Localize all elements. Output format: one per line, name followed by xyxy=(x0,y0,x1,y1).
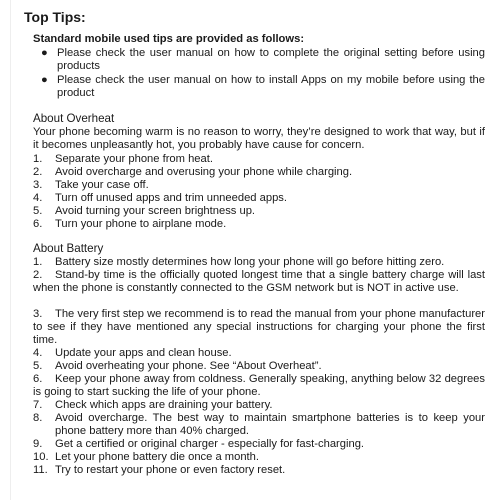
item-text: Separate your phone from heat. xyxy=(55,153,213,165)
item-text: The very first step we recommend is to read the manual from your phone manufacturer to see if they have mentioned any special instructions for charging your phone the first time. xyxy=(33,308,485,346)
item-text: Avoid turning your screen brightness up. xyxy=(55,205,256,217)
item-number: 6. xyxy=(33,218,43,230)
bullet-dot-icon: ● xyxy=(41,74,48,86)
item-number: 10. xyxy=(33,451,49,463)
bullet-dot-icon: ● xyxy=(41,47,48,59)
page-title: Top Tips: xyxy=(24,9,86,25)
item-text: Avoid overcharge. The best way to maintain smartphone batteries is to keep your phone battery more than 40% charged. xyxy=(55,412,485,437)
item-number: 4. xyxy=(33,347,43,359)
item-text: Turn your phone to airplane mode. xyxy=(55,218,227,230)
item-text: Avoid overcharge and overusing your phone while charging. xyxy=(55,166,353,178)
item-number: 2. xyxy=(33,166,43,178)
standard-bullet-text: Please check the user manual on how to complete the original setting before using products xyxy=(57,47,485,72)
item-number: 9. xyxy=(33,438,43,450)
item-text: Keep your phone away from coldness. Generally speaking, anything below 32 degrees is going to start sucking the life of your phone. xyxy=(33,373,485,398)
overheat-heading: About Overheat xyxy=(33,112,115,125)
item-text: Check which apps are draining your battery. xyxy=(55,399,273,411)
item-number: 4. xyxy=(33,192,43,204)
item-number: 6. xyxy=(33,373,43,385)
item-number: 3. xyxy=(33,308,43,320)
item-number: 1. xyxy=(33,256,43,268)
battery-heading: About Battery xyxy=(33,242,104,255)
item-number: 8. xyxy=(33,412,43,424)
item-text: Take your case off. xyxy=(55,179,149,191)
overheat-intro: Your phone becoming warm is no reason to worry, they’re designed to work that way, but if it becomes unpleasantly hot, you probably have cause for concern. xyxy=(33,126,485,151)
item-number: 11. xyxy=(33,464,48,476)
item-text: Battery size mostly determines how long your phone will go before hitting zero. xyxy=(55,256,445,268)
item-text: Get a certified or original charger - especially for fast-charging. xyxy=(55,438,365,450)
standard-bullet-text: Please check the user manual on how to install Apps on my mobile before using the product xyxy=(57,74,485,99)
item-number: 7. xyxy=(33,399,43,411)
item-text: Turn off unused apps and trim unneeded apps. xyxy=(55,192,287,204)
item-number: 2. xyxy=(33,269,43,281)
item-number: 1. xyxy=(33,153,43,165)
item-number: 5. xyxy=(33,360,43,372)
item-text: Avoid overheating your phone. See “About Overheat”. xyxy=(55,360,322,372)
item-text: Update your apps and clean house. xyxy=(55,347,232,359)
tips-page xyxy=(10,0,489,500)
standard-heading: Standard mobile used tips are provided as follows: xyxy=(33,33,305,45)
item-text: Try to restart your phone or even factory reset. xyxy=(55,464,286,476)
item-number: 3. xyxy=(33,179,43,191)
item-text: Let your phone battery die once a month. xyxy=(55,451,259,463)
item-text: Stand-by time is the officially quoted longest time that a single battery charge will last when the phone is constantly connected to the GSM network but is NOT in active use. xyxy=(33,269,485,294)
item-number: 5. xyxy=(33,205,43,217)
